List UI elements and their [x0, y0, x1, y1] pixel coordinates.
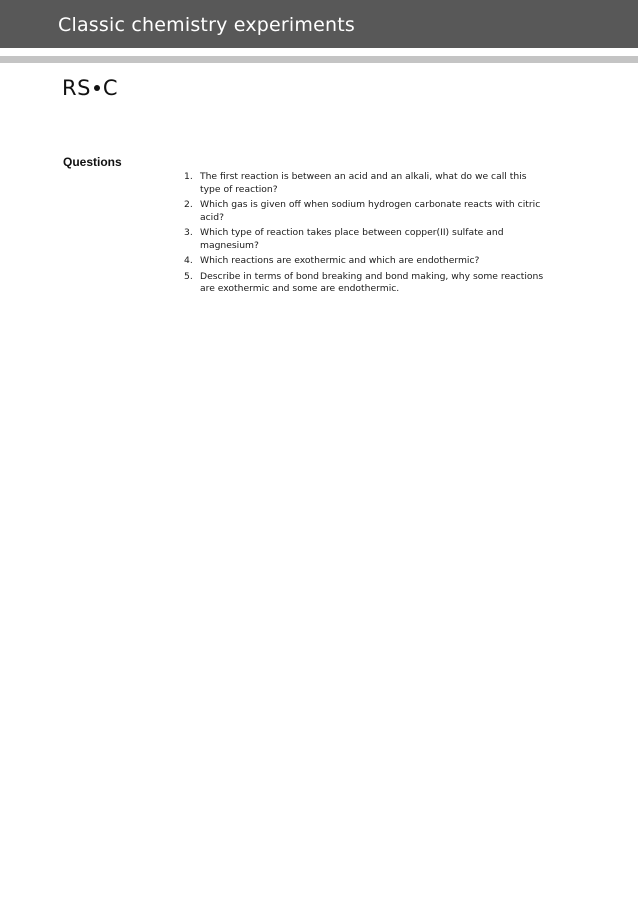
- rsc-logo: [62, 76, 118, 100]
- question-number: 3.: [184, 227, 193, 238]
- header-bar: [0, 0, 638, 48]
- logo-dot-icon: [94, 85, 100, 91]
- question-text: The first reaction is between an acid and an alkali, what do we call this type of reaction?: [200, 171, 527, 195]
- list-item: [184, 227, 544, 252]
- questions-list: [184, 171, 544, 299]
- list-item: [184, 271, 544, 296]
- list-item: [184, 171, 544, 196]
- question-number: 4.: [184, 255, 193, 266]
- question-number: 1.: [184, 171, 193, 182]
- page-title: Classic chemistry experiments: [58, 14, 355, 36]
- question-text: Describe in terms of bond breaking and bond making, why some reactions are exothermic and some are endothermic.: [200, 270, 544, 294]
- question-text: Which reactions are exothermic and which are endothermic?: [200, 255, 480, 266]
- header-divider: [0, 56, 638, 63]
- questions-heading: Questions: [63, 155, 122, 169]
- question-text: Which type of reaction takes place between copper(II) sulfate and magnesium?: [200, 227, 504, 251]
- question-number: 5.: [184, 270, 193, 282]
- list-item: [184, 199, 544, 224]
- question-number: 2.: [184, 199, 193, 210]
- logo-text-left: RS: [62, 76, 91, 100]
- question-text: Which gas is given off when sodium hydrogen carbonate reacts with citric acid?: [200, 199, 541, 223]
- list-item: [184, 255, 544, 268]
- logo-text-right: C: [102, 76, 119, 100]
